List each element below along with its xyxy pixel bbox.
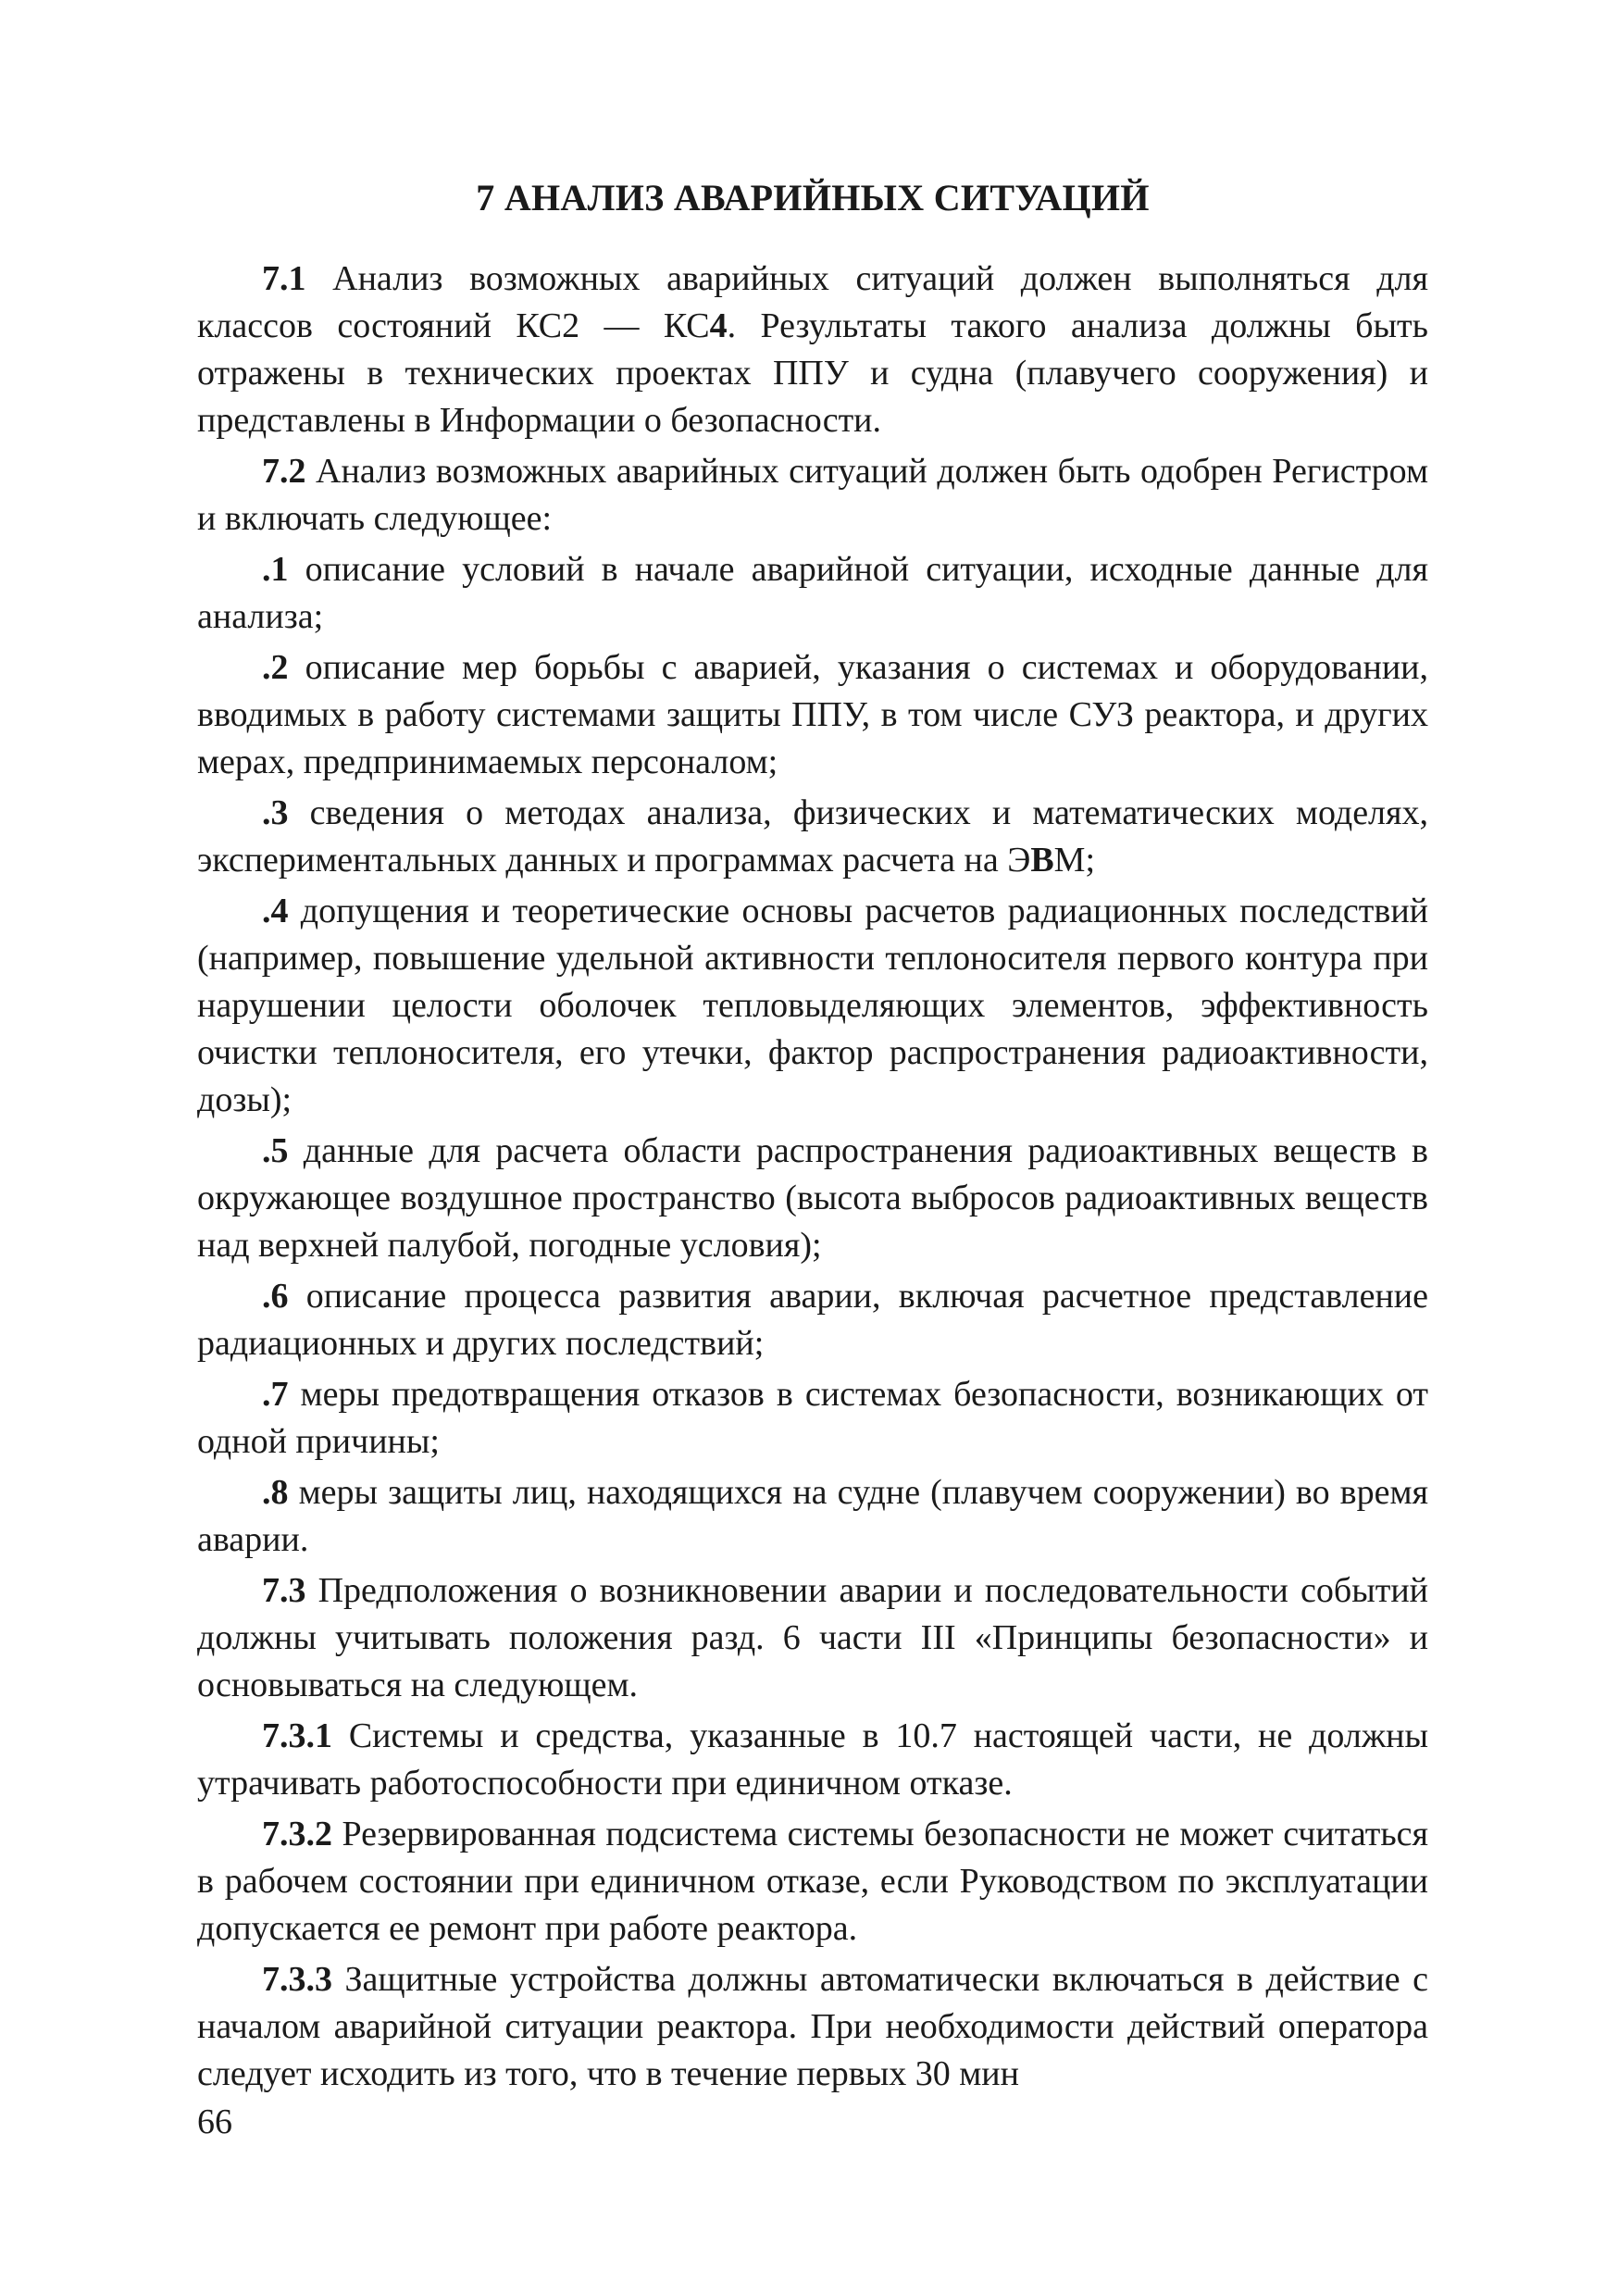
list-item-text: М; — [1053, 841, 1096, 880]
list-item-number: .6 — [262, 1277, 289, 1316]
list-item-number: .2 — [262, 648, 289, 687]
list-item-text: сведения о методах анализа, физических и математических моделях, экспериментальных данных и программах расчета на Э — [197, 793, 1428, 880]
list-item-7 — [197, 1371, 1428, 1466]
paragraph-number: 7.2 — [262, 452, 306, 491]
list-item-4 — [197, 888, 1428, 1124]
list-item-5 — [197, 1128, 1428, 1269]
list-item-text: описание мер борьбы с аварией, указания о системах и оборудовании, вводимых в работу системами защиты ППУ, в том числе СУЗ реактора, и других мерах, предпринимаемых персоналом; — [197, 648, 1428, 781]
list-item-number: .3 — [262, 793, 289, 832]
paragraph-number: 7.3.1 — [262, 1716, 332, 1755]
paragraph-number: 7.3 — [262, 1571, 306, 1610]
paragraph-number: 7.1 — [262, 259, 306, 298]
list-item-text: меры предотвращения отказов в системах безопасности, возникающих от одной причины; — [197, 1375, 1428, 1461]
paragraph-text: Предположения о возникновении аварии и последовательности событий должны учитывать положения разд. 6 части III «Принципы безопасности» и основываться на следующем. — [197, 1571, 1428, 1704]
list-item-2 — [197, 644, 1428, 786]
paragraph-bold-fragment: 4 — [709, 306, 728, 345]
paragraph-number: 7.3.3 — [262, 1960, 332, 1999]
paragraph-7-2 — [197, 448, 1428, 543]
paragraph-text: Анализ возможных аварийных ситуаций должен выполняться для классов состояний КС2 — КС — [197, 259, 1428, 345]
paragraph-number: 7.3.2 — [262, 1815, 332, 1853]
paragraph-text: Системы и средства, указанные в 10.7 настоящей части, не должны утрачивать работоспособности при единичном отказе. — [197, 1716, 1428, 1803]
paragraph-text: Анализ возможных аварийных ситуаций должен быть одобрен Регистром и включать следующее: — [197, 452, 1428, 538]
paragraph-7-3-2 — [197, 1811, 1428, 1953]
list-item-number: .1 — [262, 550, 289, 589]
list-item-3 — [197, 790, 1428, 884]
section-heading: 7 АНАЛИЗ АВАРИЙНЫХ СИТУАЦИЙ — [476, 177, 1150, 218]
paragraph-7-3-1 — [197, 1713, 1428, 1807]
list-item-1 — [197, 546, 1428, 641]
page-number: 66 — [197, 2103, 232, 2141]
paragraph-7-3-3 — [197, 1956, 1428, 2098]
list-item-8 — [197, 1469, 1428, 1564]
list-item-bold-fragment: В — [1030, 841, 1054, 880]
list-item-text: меры защиты лиц, находящихся на судне (плавучем сооружении) во время аварии. — [197, 1473, 1428, 1559]
list-item-text: описание процесса развития аварии, включая расчетное представление радиационных и других последствий; — [197, 1277, 1428, 1363]
list-item-number: .5 — [262, 1131, 289, 1170]
paragraph-text: Резервированная подсистема системы безопасности не может считаться в рабочем состоянии при единичном отказе, если Руководством по эксплуатации допускается ее ремонт при работе реактора. — [197, 1815, 1428, 1948]
document-page — [197, 157, 1428, 2102]
list-item-number: .8 — [262, 1473, 289, 1512]
list-item-6 — [197, 1273, 1428, 1367]
list-item-number: .7 — [262, 1375, 289, 1414]
list-item-text: допущения и теоретические основы расчетов радиационных последствий (например, повышение удельной активности теплоносителя первого контура при нарушении целости оболочек тепловыделяющих элементов, эффективность очистки теплоносителя, его утечки, фактор распространения радиоактивности, дозы); — [197, 892, 1428, 1119]
paragraph-text: Защитные устройства должны автоматически включаться в действие с началом аварийной ситуации реактора. При необходимости действий оператора следует исходить из того, что в течение первых 30 мин — [197, 1960, 1428, 2093]
paragraph-7-3 — [197, 1567, 1428, 1709]
list-item-number: .4 — [262, 892, 289, 930]
list-item-text: описание условий в начале аварийной ситуации, исходные данные для анализа; — [197, 550, 1428, 636]
list-item-text: данные для расчета области распространения радиоактивных веществ в окружающее воздушное пространство (высота выбросов радиоактивных веществ над верхней палубой, погодные условия); — [197, 1131, 1428, 1265]
paragraph-7-1 — [197, 256, 1428, 444]
paragraph-text: . Результаты такого анализа должны быть отражены в технических проектах ППУ и судна (плавучего сооружения) и представлены в Информации о безопасности. — [197, 306, 1428, 440]
